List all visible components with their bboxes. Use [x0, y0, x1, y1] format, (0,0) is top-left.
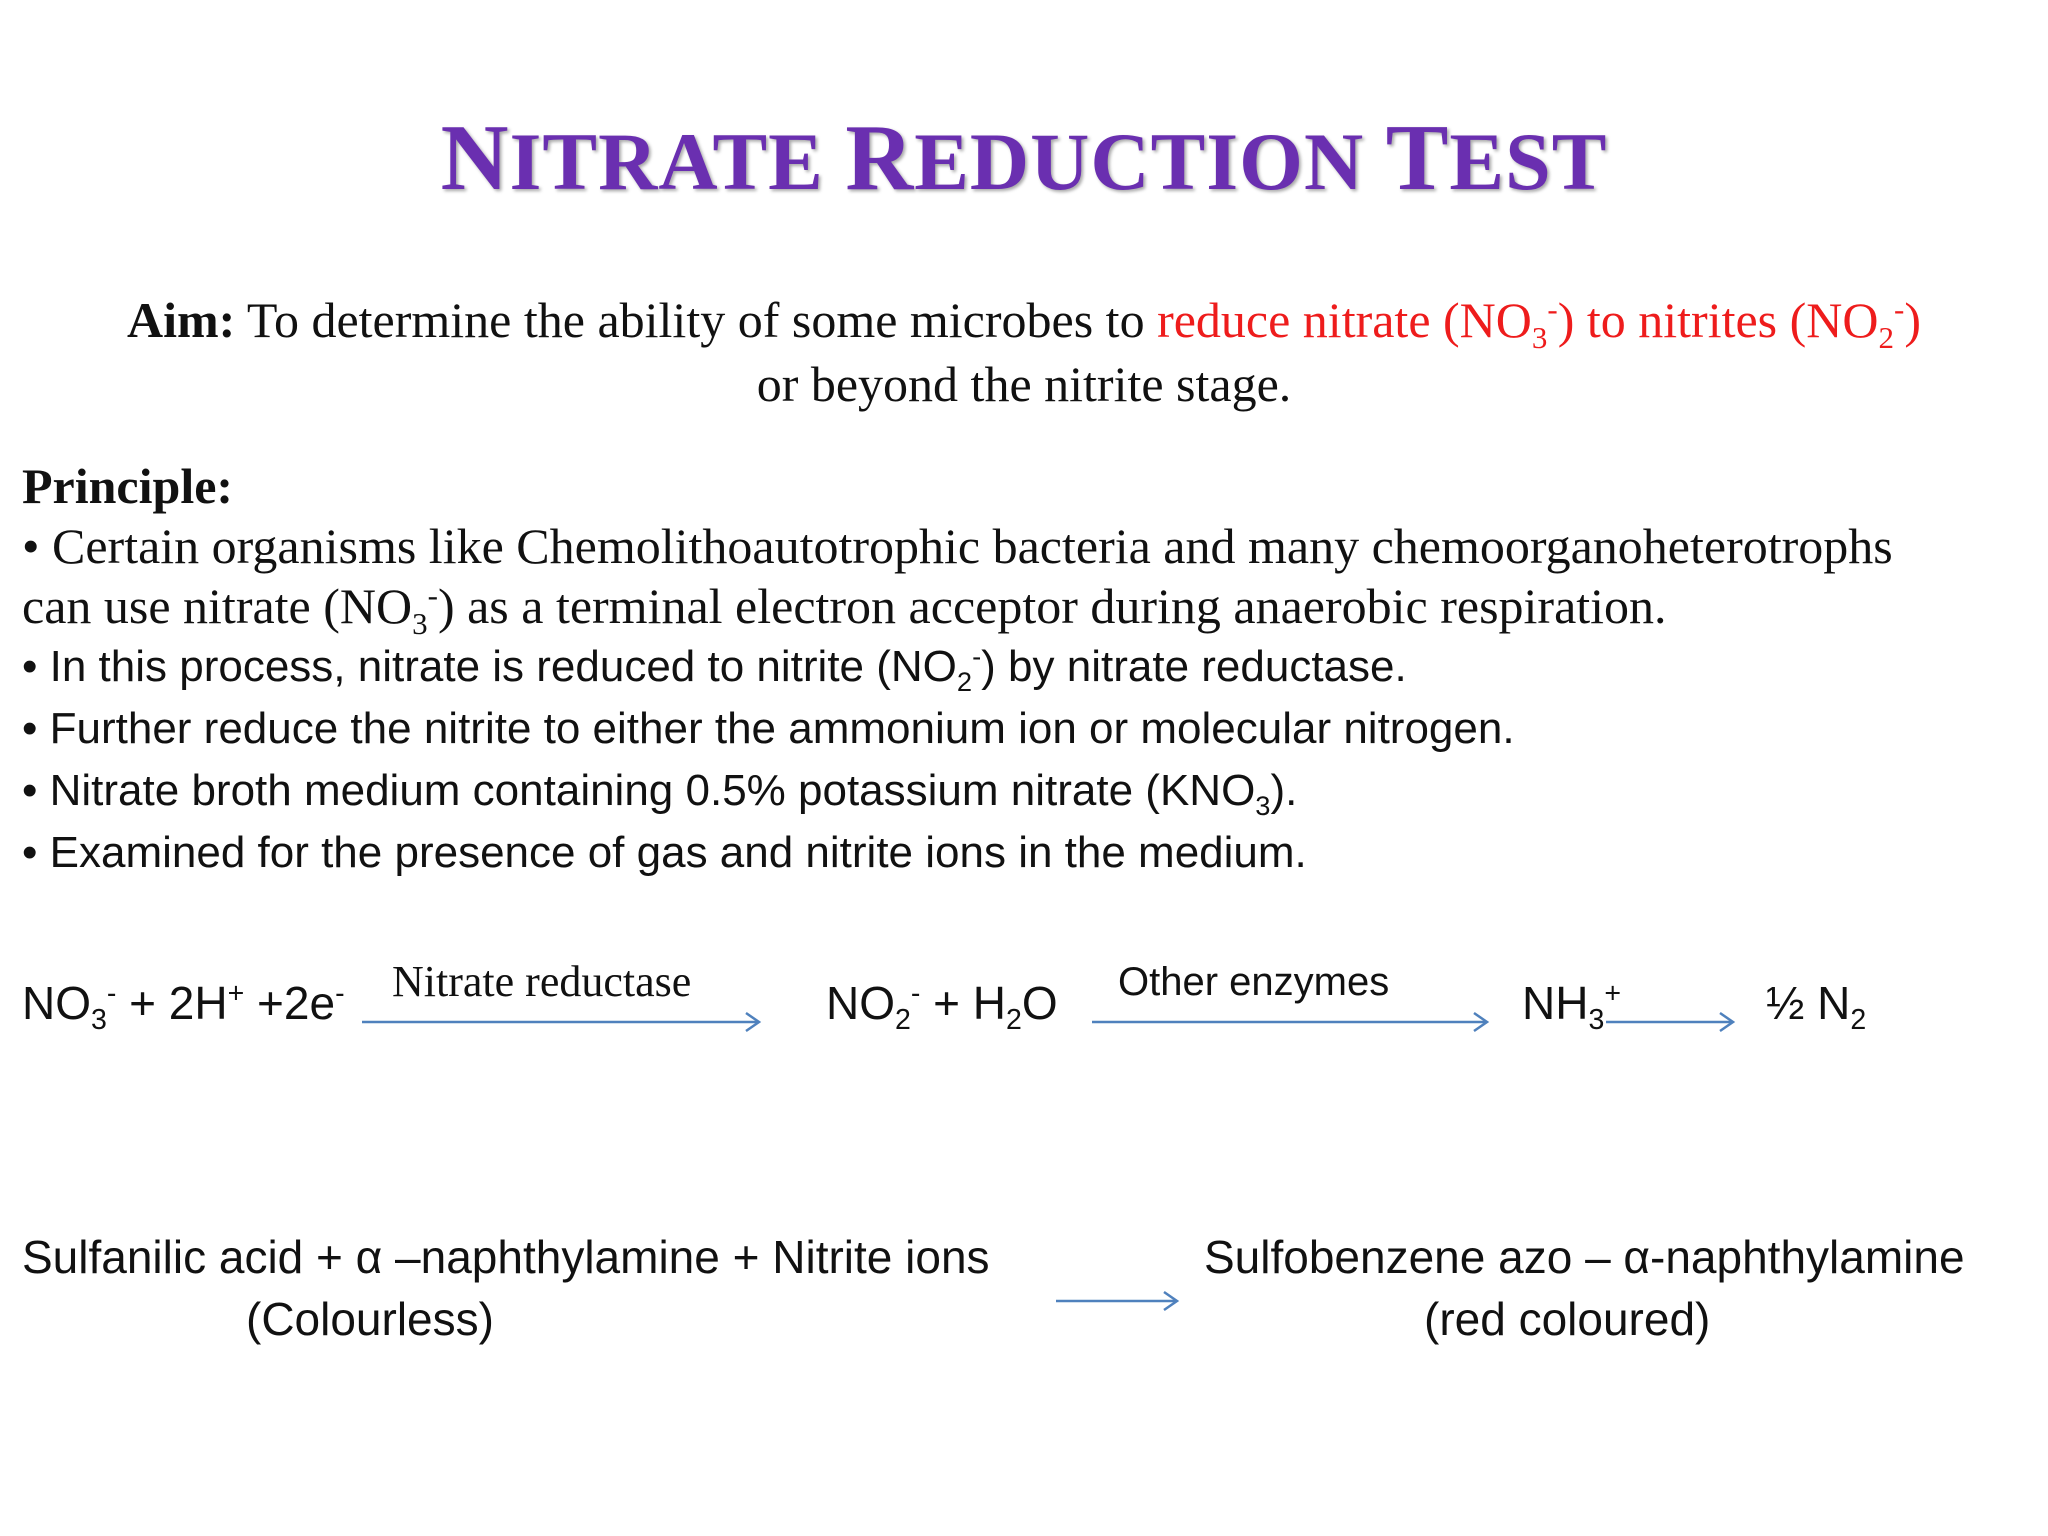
aim-highlight: reduce nitrate $(NO_3^-)$ to nitrites $(NO_2^-)$	[1157, 291, 1921, 355]
reaction-arrow-3	[1606, 1012, 1736, 1032]
principle-bullet-4: • Nitrate broth medium containing 0.5% potassium nitrate $(KNO_3)$.	[22, 766, 1298, 821]
title-letter: T	[1385, 106, 1450, 210]
principle-bullet-3: • Further reduce the nitrite to either the ammonium ion or molecular nitrogen.	[22, 704, 1515, 753]
aim-label: Aim:	[127, 292, 236, 348]
enzyme-label-nitrate-reductase: Nitrate reductase	[392, 957, 692, 1006]
reaction1-product-1: $NO_2^- + H_2O$	[826, 977, 1058, 1037]
reaction2-product-note: (red coloured)	[1424, 1293, 1711, 1345]
principle-section	[22, 456, 2032, 884]
title-letter: N	[440, 106, 510, 210]
aim-text: To determine the ability of some microbes to	[235, 292, 1158, 348]
title-text: EDUCTION	[914, 116, 1386, 207]
aim-section	[0, 288, 2048, 416]
reaction-arrow-2	[1092, 1012, 1492, 1032]
slide-title	[0, 104, 2048, 212]
reaction2-reactants-note: (Colourless)	[246, 1293, 494, 1345]
principle-bullet-1: • Certain organisms like Chemolithoautotrophic bacteria and many chemoorganoheterotrophs	[22, 518, 1893, 574]
title-letter: R	[845, 106, 915, 210]
principle-heading: Principle:	[22, 458, 234, 514]
aim-line-2: or beyond the nitrite stage.	[756, 356, 1292, 412]
title-text: EST	[1449, 116, 1608, 207]
principle-bullet-1-cont: can use nitrate $(NO_3^-)$ as a terminal electron acceptor during anaerobic respiration.	[22, 577, 1667, 641]
enzyme-label-other-enzymes: Other enzymes	[1118, 960, 1390, 1004]
reaction1-reactants: $NO_3^- + 2H^+ +2e^-$	[22, 977, 345, 1037]
reaction2-reactants: Sulfanilic acid + α –naphthylamine + Nitrite ions	[22, 1231, 990, 1283]
principle-bullet-5: • Examined for the presence of gas and nitrite ions in the medium.	[22, 828, 1307, 877]
title-text: ITRATE	[509, 116, 846, 207]
principle-bullet-2: • In this process, nitrate is reduced to nitrite $(NO_2^-)$ by nitrate reductase.	[22, 640, 1407, 697]
aim-line-1	[0, 288, 2048, 355]
reaction2-product: Sulfobenzene azo – α-naphthylamine	[1204, 1231, 1965, 1283]
reaction-arrow-4	[1056, 1290, 1181, 1312]
reaction1-product-nitrogen: ½ $N_2$	[1766, 977, 1867, 1037]
reaction-arrow-1	[362, 1012, 762, 1032]
reaction1-product-ammonium: $NH_3^+$	[1522, 977, 1621, 1037]
